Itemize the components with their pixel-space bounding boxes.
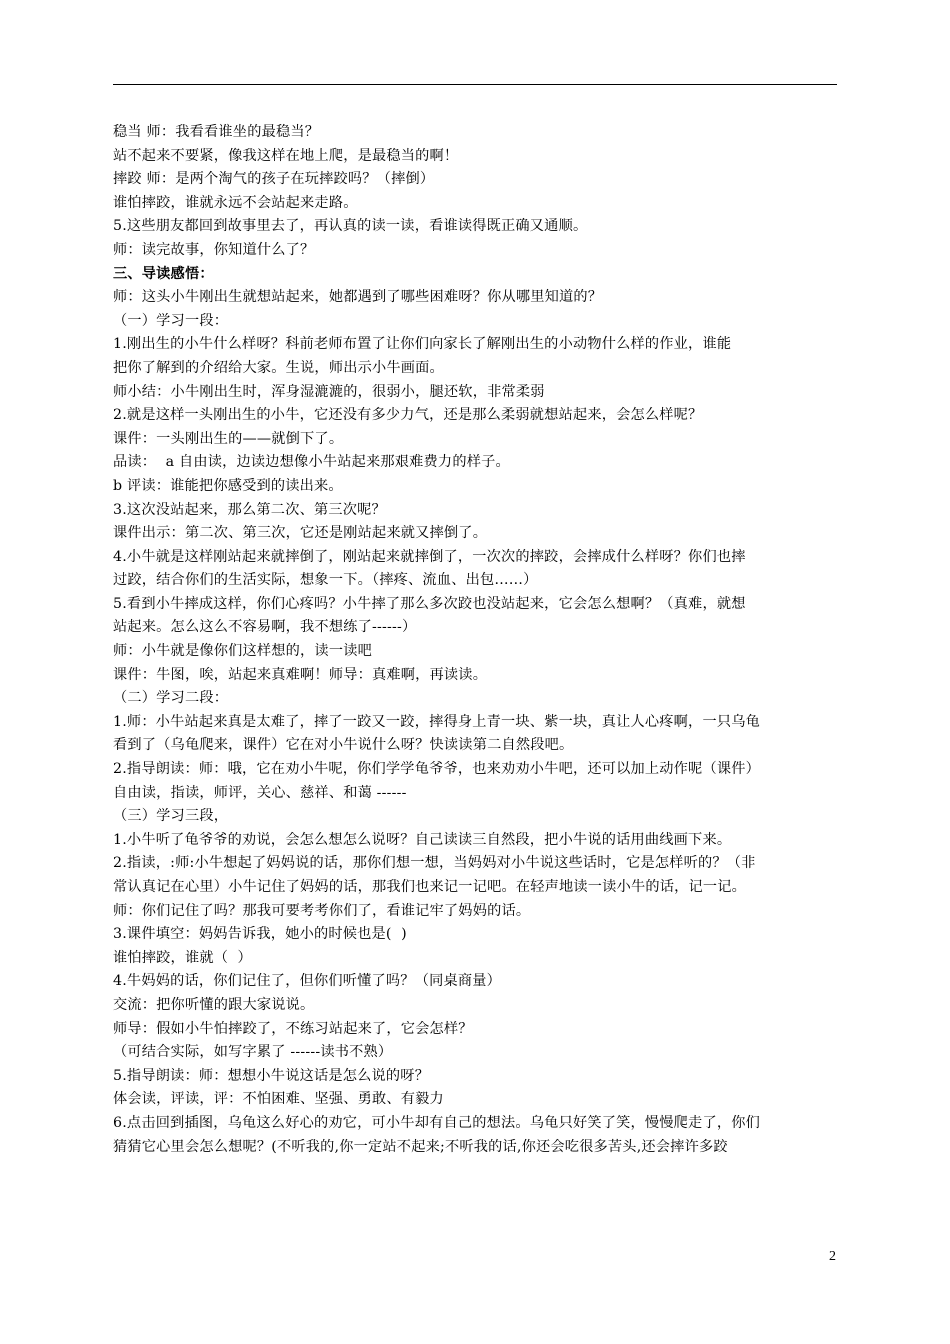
text-line: 站不起来不要紧，像我这样在地上爬，是最稳当的啊！ <box>113 147 459 164</box>
document-body <box>113 121 843 1159</box>
text-line: 1.刚出生的小牛什么样呀？科前老师布置了让你们向家长了解刚出生的小动物什么样的作业，谁能 <box>113 336 732 353</box>
text-line: b 评读：谁能把你感受到的读出来。 <box>113 477 343 494</box>
text-line: 站起来。怎么这么不容易啊，我不想练了------） <box>113 619 417 636</box>
text-line: 师：读完故事，你知道什么了？ <box>113 241 315 258</box>
text-line: 师小结：小牛刚出生时，浑身湿漉漉的，很弱小，腿还软，非常柔弱 <box>113 383 545 400</box>
text-line: 1.师：小牛站起来真是太难了，摔了一跤又一跤，摔得身上青一块、紫一块，真让人心疼啊，一只乌龟 <box>113 713 760 730</box>
text-line: 5.指导朗读：师：想想小牛说这话是怎么说的呀？ <box>113 1067 430 1084</box>
text-line: 谁怕摔跤，谁就永远不会站起来走路。 <box>113 194 358 211</box>
text-line: 4.小牛就是这样刚站起来就摔倒了，刚站起来就摔倒了，一次次的摔跤，会摔成什么样呀？你们也摔 <box>113 548 746 565</box>
text-line: 体会读，评读，评：不怕困难、坚强、勇敢、有毅力 <box>113 1091 444 1108</box>
text-line: 自由读，指读，师评，关心、慈祥、和蔼 ------ <box>113 784 407 801</box>
text-line: 2.指读，:师:小牛想起了妈妈说的话，那你们想一想，当妈妈对小牛说这些话时，它是怎样听的？（非 <box>113 855 756 872</box>
text-line: 师：小牛就是像你们这样想的，读一读吧 <box>113 643 372 660</box>
text-line: （三）学习三段， <box>113 808 229 825</box>
text-line: 2.就是这样一头刚出生的小牛，它还没有多少力气，还是那么柔弱就想站起来，会怎么样呢？ <box>113 407 703 424</box>
text-line: 师导：假如小牛怕摔跤了，不练习站起来了，它会怎样？ <box>113 1020 473 1037</box>
text-line: 课件：一头刚出生的——就倒下了。 <box>113 430 344 447</box>
text-line: 谁怕摔跤，谁就（ ） <box>113 949 252 966</box>
text-line: （二）学习二段： <box>113 690 229 707</box>
text-line: 课件出示：第二次、第三次，它还是刚站起来就又摔倒了。 <box>113 525 488 542</box>
text-line: 看到了（乌龟爬来，课件）它在对小牛说什么呀？快读读第二自然段吧。 <box>113 737 574 754</box>
text-line: 2.指导朗读：师：哦，它在劝小牛呢，你们学学龟爷爷，也来劝劝小牛吧，还可以加上动作呢（课件） <box>113 761 760 778</box>
text-line: 3.这次没站起来，那么第二次、第三次呢？ <box>113 501 386 518</box>
text-line: 5.看到小牛摔成这样，你们心疼吗？小牛摔了那么多次跤也没站起来，它会怎么想啊？（真难，就想 <box>113 595 746 612</box>
text-line: 师：这头小牛刚出生就想站起来，她都遇到了哪些困难呀？你从哪里知道的？ <box>113 289 603 306</box>
text-line: 4.牛妈妈的话，你们记住了，但你们听懂了吗？（同桌商量） <box>113 973 502 990</box>
text-line: 摔跤 师：是两个淘气的孩子在玩摔跤吗？（摔倒） <box>113 171 435 188</box>
text-line: 过跤，结合你们的生活实际，想象一下。（摔疼、流血、出包……） <box>113 572 538 589</box>
header-rule <box>113 84 837 85</box>
text-line: 5.这些朋友都回到故事里去了，再认真的读一读，看谁读得既正确又通顺。 <box>113 218 588 235</box>
text-line: 品读： a 自由读，边读边想像小牛站起来那艰难费力的样子。 <box>113 454 510 471</box>
text-line: 3.课件填空：妈妈告诉我，她小的时候也是( ) <box>113 926 407 943</box>
page-number: 2 <box>829 1249 836 1264</box>
text-line: 师：你们记住了吗？那我可要考考你们了，看谁记牢了妈妈的话。 <box>113 902 531 919</box>
text-line: 常认真记在心里）小牛记住了妈妈的话，那我们也来记一记吧。在轻声地读一读小牛的话，记一记。 <box>113 879 747 895</box>
text-line: 稳当 师：我看看谁坐的最稳当？ <box>113 124 320 140</box>
text-line: 6.点击回到插图，乌龟这么好心的劝它，可小牛却有自己的想法。乌龟只好笑了笑，慢慢爬走了，你们 <box>113 1114 760 1131</box>
text-line: 1.小牛听了龟爷爷的劝说，会怎么想怎么说呀？自己读读三自然段，把小牛说的话用曲线画下来。 <box>113 831 732 848</box>
text-line: 课件：牛图，唉，站起来真难啊！师导：真难啊，再读读。 <box>113 666 488 683</box>
section-heading: 三、导读感悟： <box>113 265 214 282</box>
text-line: （可结合实际，如写字累了 ------读书不熟） <box>113 1044 393 1061</box>
text-line: 把你了解到的介绍给大家。生说，师出示小牛画面。 <box>113 359 444 376</box>
text-line: （一）学习一段： <box>113 312 229 329</box>
text-line: 交流：把你听懂的跟大家说说。 <box>113 996 315 1013</box>
text-line: 猜猜它心里会怎么想呢？(不听我的,你一定站不起来;不听我的话,你还会吃很多苦头,还会摔许多跤 <box>113 1138 728 1155</box>
